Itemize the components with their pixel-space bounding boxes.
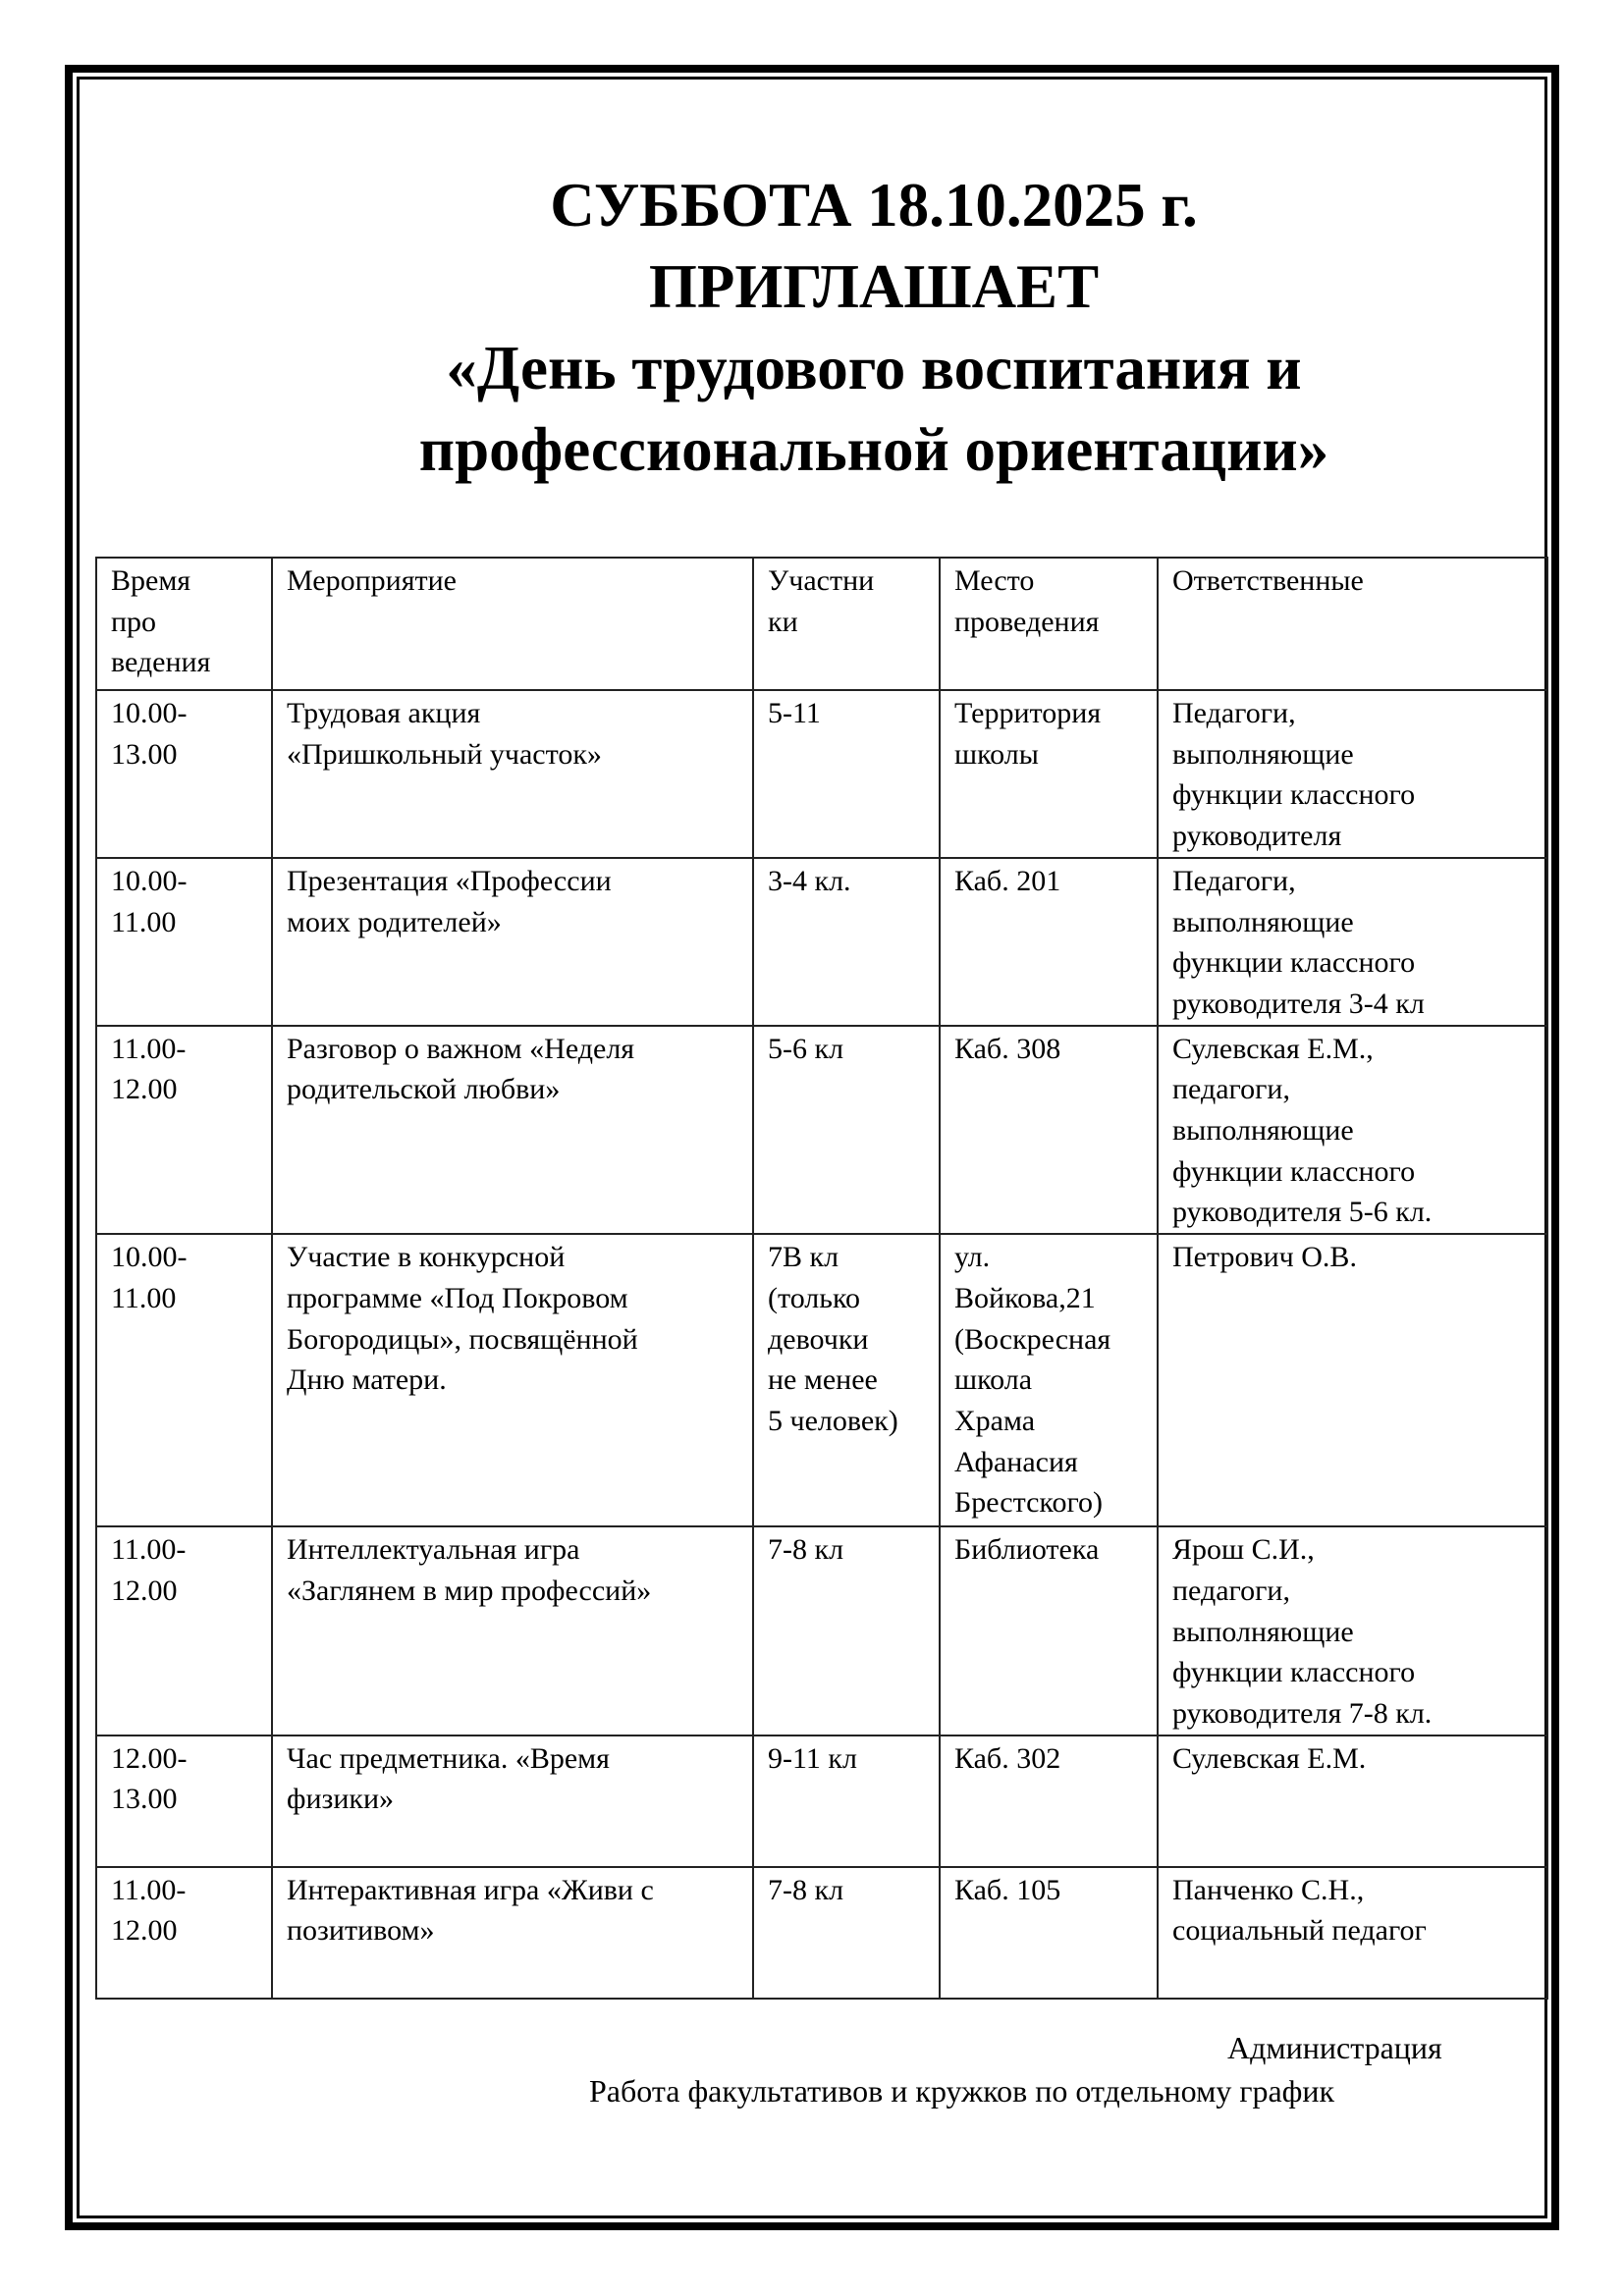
cell-time: 11.00- 12.00 (96, 1526, 272, 1735)
title-date: СУББОТА 18.10.2025 г. (550, 171, 1198, 240)
cell-responsible: Сулевская Е.М. (1158, 1735, 1547, 1867)
table-row (96, 1026, 1547, 1235)
table-row (96, 1867, 1547, 1999)
cell-place: Каб. 105 (940, 1867, 1158, 1999)
cell-participants: 7-8 кл (753, 1867, 940, 1999)
cell-responsible: Сулевская Е.М., педагоги, выполняющие функции классного руководителя 5-6 кл. (1158, 1026, 1547, 1235)
table-row (96, 1526, 1547, 1735)
header-participants: Участни ки (753, 558, 940, 690)
cell-event: Час предметника. «Время физики» (272, 1735, 753, 1867)
footer-administration: Администрация (1227, 2030, 1442, 2065)
cell-event: Интерактивная игра «Живи с позитивом» (272, 1867, 753, 1999)
table-row (96, 1735, 1547, 1867)
cell-event: Участие в конкурсной программе «Под Покровом Богородицы», посвящённой Дню матери. (272, 1234, 753, 1526)
cell-participants: 5-11 (753, 690, 940, 858)
cell-participants: 5-6 кл (753, 1026, 940, 1235)
table-row (96, 858, 1547, 1026)
footer-note: Работа факультативов и кружков по отдельному график (589, 2073, 1335, 2109)
cell-responsible: Педагоги, выполняющие функции классного руководителя (1158, 690, 1547, 858)
cell-event: Интеллектуальная игра «Заглянем в мир профессий» (272, 1526, 753, 1735)
cell-place: ул. Войкова,21 (Воскресная школа Храма Афанасия Брестского) (940, 1234, 1158, 1526)
cell-place: Библиотека (940, 1526, 1158, 1735)
cell-time: 10.00- 11.00 (96, 858, 272, 1026)
table-row (96, 690, 1547, 858)
cell-responsible: Ярош С.И., педагоги, выполняющие функции классного руководителя 7-8 кл. (1158, 1526, 1547, 1735)
cell-time: 10.00- 11.00 (96, 1234, 272, 1526)
cell-participants: 7В кл (только девочки не менее 5 человек) (753, 1234, 940, 1526)
table-row (96, 1234, 1547, 1526)
title-event-name-1: «День трудового воспитания и (446, 334, 1302, 402)
cell-participants: 3-4 кл. (753, 858, 940, 1026)
cell-responsible: Педагоги, выполняющие функции классного руководителя 3-4 кл (1158, 858, 1547, 1026)
cell-time: 12.00- 13.00 (96, 1735, 272, 1867)
header-responsible: Ответственные (1158, 558, 1547, 690)
cell-participants: 9-11 кл (753, 1735, 940, 1867)
cell-event: Презентация «Профессии моих родителей» (272, 858, 753, 1026)
title-event-name-2: профессиональной ориентации» (418, 415, 1329, 484)
page-title (236, 165, 1512, 491)
header-event: Мероприятие (272, 558, 753, 690)
table-header-row (96, 558, 1547, 690)
cell-responsible: Петрович О.В. (1158, 1234, 1547, 1526)
cell-event: Разговор о важном «Неделя родительской любви» (272, 1026, 753, 1235)
schedule-table (95, 557, 1548, 2000)
title-invites: ПРИГЛАШАЕТ (648, 252, 1100, 321)
cell-place: Каб. 201 (940, 858, 1158, 1026)
cell-participants: 7-8 кл (753, 1526, 940, 1735)
cell-time: 11.00- 12.00 (96, 1026, 272, 1235)
cell-place: Территория школы (940, 690, 1158, 858)
header-place: Место проведения (940, 558, 1158, 690)
cell-place: Каб. 302 (940, 1735, 1158, 1867)
cell-time: 11.00- 12.00 (96, 1867, 272, 1999)
cell-place: Каб. 308 (940, 1026, 1158, 1235)
cell-event: Трудовая акция «Пришкольный участок» (272, 690, 753, 858)
cell-time: 10.00- 13.00 (96, 690, 272, 858)
header-time: Время про ведения (96, 558, 272, 690)
cell-responsible: Панченко С.Н., социальный педагог (1158, 1867, 1547, 1999)
